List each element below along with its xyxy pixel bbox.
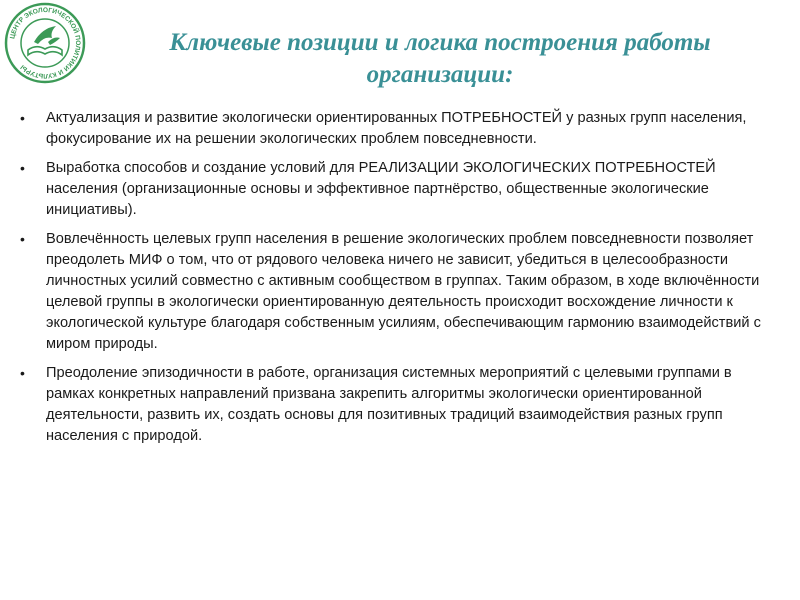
list-item-text: Выработка способов и создание условий для РЕАЛИЗАЦИИ ЭКОЛОГИЧЕСКИХ ПОТРЕБНОСТЕЙ населения (организационные основы и эффективное партнёрство, общественные экологические инициативы). (46, 160, 716, 218)
page-title: Ключевые позиции и логика построения работы организации: (169, 29, 711, 88)
svg-text:ЦЕНТР ЭКОЛОГИЧЕСКОЙ ПОЛИТИКИ И (9, 7, 81, 79)
logo-text: ЦЕНТР ЭКОЛОГИЧЕСКОЙ ПОЛИТИКИ И КУЛЬТУРЫ (9, 6, 82, 80)
list-item-text: Вовлечённость целевых групп населения в решение экологических проблем повседневности позволяет преодолеть МИФ о том, что от рядового человека ничего не зависит, убедиться в целесообразности личностных усилий совместно с активным сообществом в группах. Таким образом, в ходе включённости целевой группы в экологически ориентированную деятельность происходит восхождение личности к экологической культуре благодаря собственным усилиям, обеспечивающим гармонию взаимодействий с миром природы. (46, 231, 761, 352)
list-item (20, 108, 780, 150)
logo-emblem-icon (4, 2, 86, 84)
list-item (20, 229, 780, 355)
bullet-marker: • (20, 160, 25, 176)
bullet-marker: • (20, 110, 25, 126)
list-item (20, 158, 780, 221)
organization-logo (4, 2, 86, 84)
bullet-marker: • (20, 365, 25, 381)
list-item-text: Актуализация и развитие экологически ориентированных ПОТРЕБНОСТЕЙ у разных групп населения, фокусирование их на решении экологических проблем повседневности. (46, 110, 747, 147)
bullet-list (20, 108, 780, 455)
bullet-marker: • (20, 231, 25, 247)
list-item (20, 363, 780, 447)
list-item-text: Преодоление эпизодичности в работе, организация системных мероприятий с целевыми группами в рамках конкретных направлений призвана закрепить алгоритмы экологически ориентированной деятельности, развить их, создать основы для позитивных традиций взаимодействия разных групп населения с природой. (46, 365, 732, 444)
